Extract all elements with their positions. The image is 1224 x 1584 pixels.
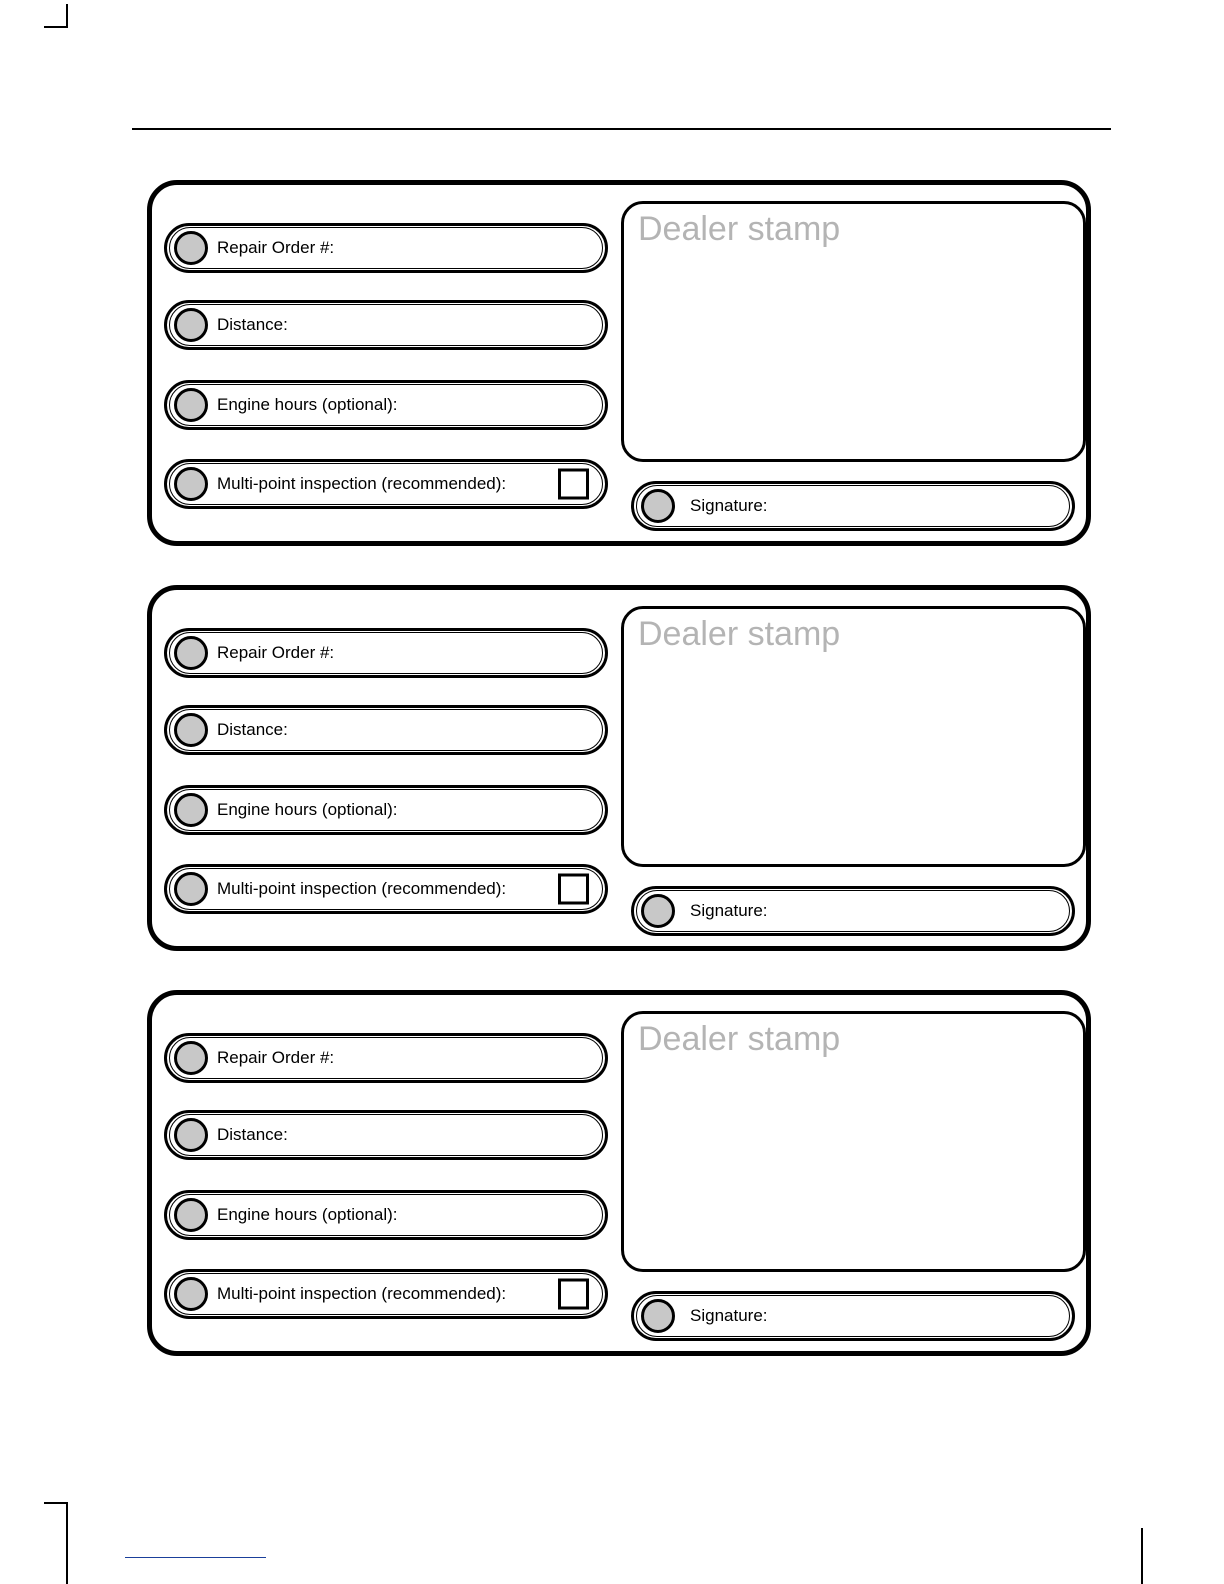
distance-label: Distance: [217, 315, 288, 334]
field-marker-icon [174, 793, 208, 827]
inspection-checkbox[interactable] [558, 1279, 589, 1310]
inspection-checkbox[interactable] [558, 469, 589, 500]
signature-label: Signature: [690, 496, 768, 515]
inspection-field [164, 864, 608, 914]
distance-field[interactable] [164, 1110, 608, 1160]
crop-mark-bottom-left [66, 1502, 68, 1584]
dealer-stamp-label: Dealer stamp [638, 210, 841, 248]
repair-order-field[interactable] [164, 628, 608, 678]
field-marker-icon [174, 636, 208, 670]
repair-order-label: Repair Order #: [217, 1048, 335, 1067]
field-marker-icon [174, 231, 208, 265]
field-marker-icon [174, 467, 208, 501]
signature-field[interactable] [631, 1291, 1075, 1341]
inspection-field [164, 1269, 608, 1319]
header-rule [132, 128, 1111, 130]
field-marker-icon [174, 388, 208, 422]
dealer-stamp-label: Dealer stamp [638, 1020, 841, 1058]
crop-mark-top-left [44, 26, 68, 28]
distance-field[interactable] [164, 705, 608, 755]
inspection-label: Multi-point inspection (recommended): [217, 474, 507, 493]
repair-order-field[interactable] [164, 1033, 608, 1083]
engine-hours-field[interactable] [164, 380, 608, 430]
crop-mark-bottom-left [44, 1502, 68, 1504]
distance-label: Distance: [217, 1125, 288, 1144]
inspection-checkbox[interactable] [558, 874, 589, 905]
engine-hours-field[interactable] [164, 785, 608, 835]
field-marker-icon [641, 1299, 675, 1333]
signature-field[interactable] [631, 481, 1075, 531]
dealer-stamp-box [621, 1011, 1086, 1272]
engine-hours-label: Engine hours (optional): [217, 395, 398, 414]
service-record-card [147, 585, 1091, 951]
inspection-label: Multi-point inspection (recommended): [217, 1284, 507, 1303]
repair-order-label: Repair Order #: [217, 643, 335, 662]
inspection-field [164, 459, 608, 509]
field-marker-icon [641, 894, 675, 928]
inspection-label: Multi-point inspection (recommended): [217, 879, 507, 898]
field-marker-icon [174, 1118, 208, 1152]
field-marker-icon [174, 713, 208, 747]
distance-label: Distance: [217, 720, 288, 739]
signature-label: Signature: [690, 901, 768, 920]
field-marker-icon [174, 872, 208, 906]
field-marker-icon [174, 1277, 208, 1311]
crop-mark-bottom-right [1141, 1528, 1143, 1584]
crop-mark-top-left [66, 4, 68, 28]
field-marker-icon [174, 1198, 208, 1232]
signature-field[interactable] [631, 886, 1075, 936]
dealer-stamp-box [621, 606, 1086, 867]
field-marker-icon [174, 1041, 208, 1075]
dealer-stamp-label: Dealer stamp [638, 615, 841, 653]
signature-label: Signature: [690, 1306, 768, 1325]
footer-link-underline[interactable] [125, 1557, 266, 1558]
service-record-card [147, 180, 1091, 546]
field-marker-icon [174, 308, 208, 342]
service-record-card [147, 990, 1091, 1356]
distance-field[interactable] [164, 300, 608, 350]
engine-hours-label: Engine hours (optional): [217, 1205, 398, 1224]
repair-order-field[interactable] [164, 223, 608, 273]
engine-hours-field[interactable] [164, 1190, 608, 1240]
field-marker-icon [641, 489, 675, 523]
dealer-stamp-box [621, 201, 1086, 462]
engine-hours-label: Engine hours (optional): [217, 800, 398, 819]
repair-order-label: Repair Order #: [217, 238, 335, 257]
